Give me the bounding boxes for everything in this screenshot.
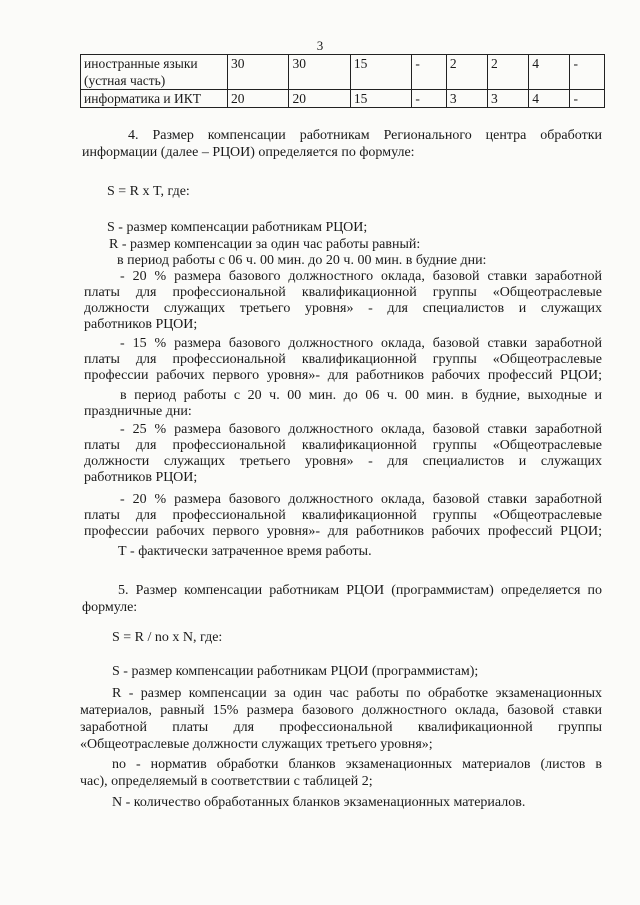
table-cell-subject: информатика и ИКТ <box>81 90 228 108</box>
table-cell-subject <box>81 55 228 90</box>
table-cell: - <box>570 55 605 90</box>
item-line: профессии рабочих первого уровня»- для работников рабочих профессий РЦОИ; <box>84 524 602 539</box>
item-line: - 15 % размера базового должностного оклада, базовой ставки заработной <box>120 336 602 351</box>
section4-intro: 4. Размер компенсации работникам Регионального центра обработки <box>128 128 602 143</box>
definition-r: заработной платы для профессиональной квалификационной группы <box>80 720 602 735</box>
item-line: - 25 % размера базового должностного оклада, базовой ставки заработной <box>120 422 602 437</box>
item-line: - 20 % размера базового должностного оклада, базовой ставки заработной <box>120 269 602 284</box>
exam-norms-table <box>80 54 605 108</box>
item-line: платы для профессиональной квалификационной группы «Общеотраслевые <box>84 508 602 523</box>
definition-no: час), определяемый в соответствии с таблицей 2; <box>80 774 373 789</box>
table-cell: 30 <box>289 55 350 90</box>
formula: S = R / no х N, где: <box>112 630 223 645</box>
table-cell: 4 <box>529 90 570 108</box>
period-night: праздничные дни: <box>84 404 192 419</box>
table-cell: 2 <box>446 55 487 90</box>
item-line: платы для профессиональной квалификационной группы «Общеотраслевые <box>84 285 602 300</box>
item-line: - 20 % размера базового должностного оклада, базовой ставки заработной <box>120 492 602 507</box>
table-cell: - <box>570 90 605 108</box>
table-cell: 20 <box>228 90 289 108</box>
table-cell: 15 <box>350 90 411 108</box>
period-weekday: в период работы с 06 ч. 00 мин. до 20 ч. 00 мин. в будние дни: <box>117 253 487 268</box>
formula: S = R х T, где: <box>107 184 190 199</box>
table-cell: 4 <box>529 55 570 90</box>
definition-no: no - норматив обработки бланков экзаменационных материалов (листов в <box>112 757 602 772</box>
section5-intro: формуле: <box>82 600 138 615</box>
definition-t: Т - фактически затраченное время работы. <box>118 544 372 559</box>
item-line: платы для профессиональной квалификационной группы «Общеотраслевые <box>84 352 602 367</box>
table-cell: 2 <box>488 55 529 90</box>
definition-s: S - размер компенсации работникам РЦОИ; <box>107 220 368 235</box>
item-line: работников РЦОИ; <box>84 470 198 485</box>
item-line: должности служащих третьего уровня» - для специалистов и служащих <box>84 301 602 316</box>
definition-r: материалов, равный 15% размера базового должностного оклада, базовой ставки <box>80 703 602 718</box>
item-line: профессии рабочих первого уровня»- для работников рабочих профессий РЦОИ; <box>84 368 602 383</box>
subject-line: иностранные языки <box>84 56 198 71</box>
definition-r: «Общеотраслевые должности служащих третьего уровня»; <box>80 737 433 752</box>
period-night: в период работы с 20 ч. 00 мин. до 06 ч. 00 мин. в будние, выходные и <box>120 388 602 403</box>
definition-n: N - количество обработанных бланков экзаменационных материалов. <box>112 795 526 810</box>
table-cell: 3 <box>446 90 487 108</box>
section5-intro: 5. Размер компенсации работникам РЦОИ (программистам) определяется по <box>118 583 602 598</box>
table-cell: 3 <box>488 90 529 108</box>
item-line: должности служащих третьего уровня» - для специалистов и служащих <box>84 454 602 469</box>
table-cell: - <box>412 55 446 90</box>
definition-s: S - размер компенсации работникам РЦОИ (программистам); <box>112 664 479 679</box>
item-line: работников РЦОИ; <box>84 317 198 332</box>
definition-r: R - размер компенсации за один час работы по обработке экзаменационных <box>112 686 602 701</box>
table-row <box>81 55 605 90</box>
definition-r: R - размер компенсации за один час работы равный: <box>109 237 421 252</box>
table-row <box>81 90 605 108</box>
page-number: 3 <box>316 38 324 53</box>
table-cell: 20 <box>289 90 350 108</box>
table-cell: - <box>412 90 446 108</box>
item-line: платы для профессиональной квалификационной группы «Общеотраслевые <box>84 438 602 453</box>
subject-line: (устная часть) <box>84 73 166 88</box>
section4-intro: информации (далее – РЦОИ) определяется по формуле: <box>82 145 415 160</box>
table-cell: 15 <box>350 55 411 90</box>
table-cell: 30 <box>228 55 289 90</box>
